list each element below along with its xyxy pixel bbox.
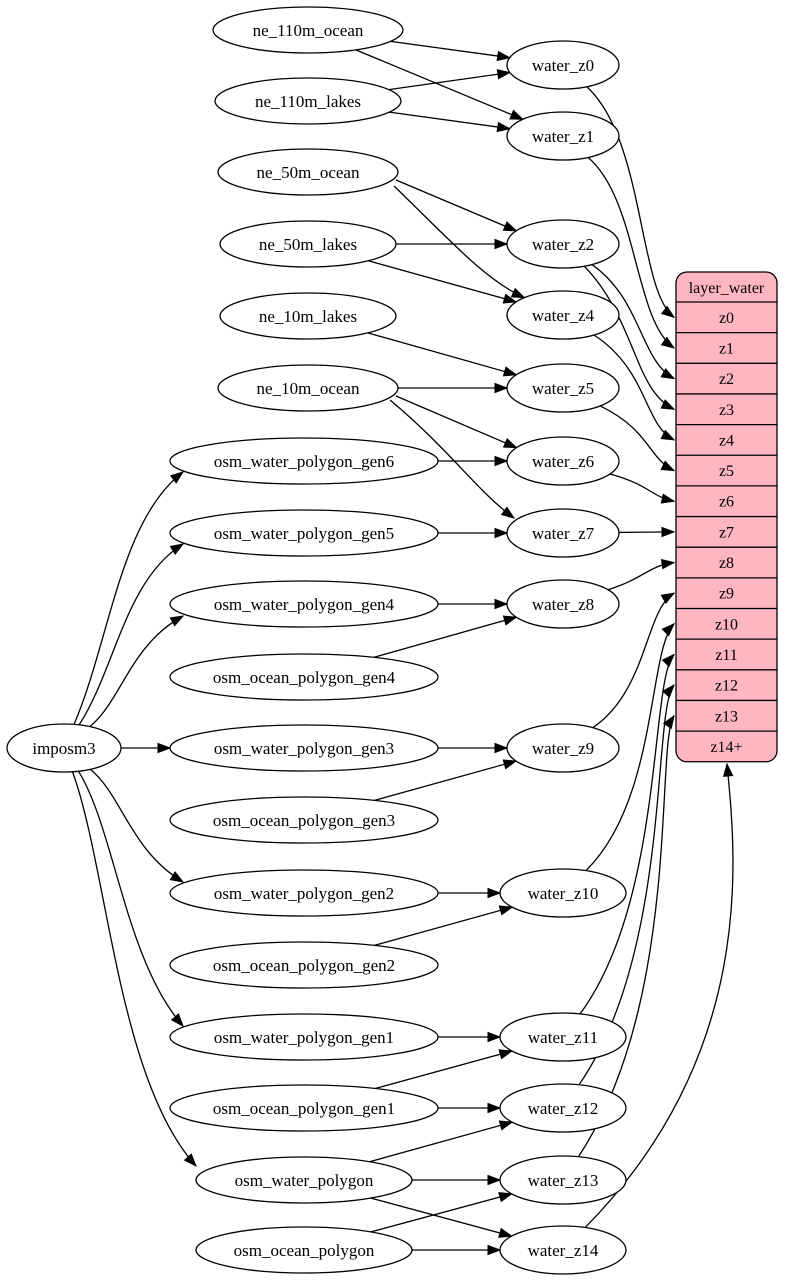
record-row-z6: z6 xyxy=(718,493,735,511)
node-label-osm_water_polygon_gen4: osm_water_polygon_gen4 xyxy=(213,595,395,614)
node-label-water_z11: water_z11 xyxy=(527,1028,599,1047)
node-label-water_z14: water_z14 xyxy=(527,1241,599,1260)
node-imposm3 xyxy=(7,724,121,772)
edge-osm_ocean_polygon_gen1-to-water_z11 xyxy=(375,1051,512,1088)
nodes-layer xyxy=(7,7,626,1274)
node-label-osm_ocean_polygon_gen4: osm_ocean_polygon_gen4 xyxy=(212,668,396,687)
node-label-ne_110m_lakes: ne_110m_lakes xyxy=(254,92,362,111)
node-water_z13 xyxy=(500,1156,626,1204)
node-label-osm_ocean_polygon_gen2: osm_ocean_polygon_gen2 xyxy=(212,956,396,975)
edge-ne_50m_lakes-to-water_z4 xyxy=(368,261,516,302)
record-row-z12: z12 xyxy=(714,677,739,695)
node-osm_water_polygon_gen4 xyxy=(170,581,438,627)
edge-osm_ocean_polygon_gen3-to-water_z9 xyxy=(374,761,516,800)
node-label-water_z0: water_z0 xyxy=(531,56,595,75)
node-water_z9 xyxy=(507,724,619,772)
node-water_z11 xyxy=(500,1013,626,1061)
node-label-water_z10: water_z10 xyxy=(527,884,599,903)
node-label-water_z6: water_z6 xyxy=(531,452,595,471)
node-label-osm_water_polygon_gen6: osm_water_polygon_gen6 xyxy=(213,452,395,471)
record-title: layer_water xyxy=(688,280,765,297)
node-label-water_z4: water_z4 xyxy=(531,306,595,325)
node-label-ne_10m_lakes: ne_10m_lakes xyxy=(258,307,358,326)
node-water_z2 xyxy=(507,220,619,268)
node-label-osm_water_polygon: osm_water_polygon xyxy=(234,1171,374,1190)
record-row-z1: z1 xyxy=(718,340,735,358)
node-water_z6 xyxy=(507,437,619,485)
record-row-z7: z7 xyxy=(718,524,735,542)
node-label-ne_50m_ocean: ne_50m_ocean xyxy=(256,163,360,182)
edge-osm_water_polygon-to-water_z12 xyxy=(370,1122,512,1162)
node-osm_water_polygon xyxy=(196,1157,412,1203)
edge-osm_ocean_polygon-to-water_z13 xyxy=(371,1194,512,1232)
node-label-ne_110m_ocean: ne_110m_ocean xyxy=(252,21,364,40)
record-row-z4: z4 xyxy=(718,432,735,450)
node-label-water_z12: water_z12 xyxy=(527,1099,599,1118)
node-label-ne_50m_lakes: ne_50m_lakes xyxy=(258,235,358,254)
edge-water_z6-to-z6 xyxy=(610,474,674,501)
node-ne_10m_ocean xyxy=(218,365,398,411)
record-row-z2: z2 xyxy=(718,371,735,389)
edge-ne_110m_ocean-to-water_z0 xyxy=(391,41,510,57)
edge-ne_50m_ocean-to-water_z4 xyxy=(394,186,524,298)
record-row-z10: z10 xyxy=(714,616,739,634)
edge-water_z11-to-z11 xyxy=(580,654,674,1013)
record-row-z8: z8 xyxy=(718,555,735,573)
node-label-water_z2: water_z2 xyxy=(531,235,595,254)
node-water_z12 xyxy=(500,1084,626,1132)
node-label-osm_ocean_polygon_gen3: osm_ocean_polygon_gen3 xyxy=(212,811,396,830)
node-osm_ocean_polygon_gen3 xyxy=(170,797,438,843)
edge-imposm3-to-osm_water_polygon_gen5 xyxy=(79,544,183,725)
node-label-osm_water_polygon_gen1: osm_water_polygon_gen1 xyxy=(213,1028,395,1047)
node-osm_ocean_polygon xyxy=(196,1227,412,1273)
node-label-water_z8: water_z8 xyxy=(531,595,595,614)
node-osm_water_polygon_gen2 xyxy=(170,870,438,916)
node-ne_110m_lakes xyxy=(215,78,401,124)
node-ne_10m_lakes xyxy=(220,293,396,339)
node-label-osm_ocean_polygon: osm_ocean_polygon xyxy=(233,1241,375,1260)
edge-ne_10m_lakes-to-water_z5 xyxy=(368,333,516,375)
edge-imposm3-to-osm_water_polygon_gen2 xyxy=(90,769,183,882)
node-label-osm_ocean_polygon_gen1: osm_ocean_polygon_gen1 xyxy=(212,1099,396,1118)
node-osm_water_polygon_gen1 xyxy=(170,1014,438,1060)
node-water_z0 xyxy=(507,41,619,89)
node-osm_water_polygon_gen6 xyxy=(170,438,438,484)
edge-osm_water_polygon-to-water_z14 xyxy=(371,1198,512,1236)
edge-water_z14-to-z14+ xyxy=(585,764,733,1228)
node-osm_ocean_polygon_gen4 xyxy=(170,654,438,700)
edge-imposm3-to-osm_water_polygon_gen6 xyxy=(74,472,183,724)
node-label-water_z13: water_z13 xyxy=(527,1171,599,1190)
node-label-water_z7: water_z7 xyxy=(531,524,595,543)
node-water_z4 xyxy=(507,291,619,339)
node-water_z14 xyxy=(500,1226,626,1274)
record-row-z9: z9 xyxy=(718,585,735,603)
record-row-z5: z5 xyxy=(718,463,735,481)
node-water_z7 xyxy=(507,509,619,557)
edge-osm_ocean_polygon_gen2-to-water_z10 xyxy=(374,907,512,945)
edge-imposm3-to-osm_water_polygon_gen1 xyxy=(78,771,183,1026)
node-osm_ocean_polygon_gen1 xyxy=(170,1085,438,1131)
node-label-imposm3: imposm3 xyxy=(32,739,96,758)
node-water_z1 xyxy=(507,112,619,160)
node-label-osm_water_polygon_gen3: osm_water_polygon_gen3 xyxy=(213,739,395,758)
node-water_z10 xyxy=(500,869,626,917)
record-row-z3: z3 xyxy=(718,401,735,419)
node-label-water_z1: water_z1 xyxy=(531,127,595,146)
node-label-water_z9: water_z9 xyxy=(531,739,595,758)
node-ne_50m_ocean xyxy=(218,149,398,195)
node-label-osm_water_polygon_gen2: osm_water_polygon_gen2 xyxy=(213,884,395,903)
edge-osm_ocean_polygon_gen4-to-water_z8 xyxy=(374,617,517,657)
edges-layer xyxy=(73,41,733,1250)
record-layer_water xyxy=(676,272,777,762)
record-row-z0: z0 xyxy=(718,309,735,327)
node-ne_50m_lakes xyxy=(220,221,396,267)
node-label-water_z5: water_z5 xyxy=(531,379,595,398)
node-ne_110m_ocean xyxy=(213,7,403,53)
node-osm_water_polygon_gen3 xyxy=(170,725,438,771)
edge-water_z8-to-z8 xyxy=(608,563,674,590)
node-water_z5 xyxy=(507,364,619,412)
node-label-ne_10m_ocean: ne_10m_ocean xyxy=(256,379,360,398)
record-row-z13: z13 xyxy=(714,708,739,726)
record-row-z14+: z14+ xyxy=(710,738,743,756)
edge-water_z7-to-z7 xyxy=(619,532,674,533)
node-osm_water_polygon_gen5 xyxy=(170,510,438,556)
node-osm_ocean_polygon_gen2 xyxy=(170,942,438,988)
node-label-osm_water_polygon_gen5: osm_water_polygon_gen5 xyxy=(213,524,395,543)
record-row-z11: z11 xyxy=(715,646,738,664)
edge-ne_110m_lakes-to-water_z1 xyxy=(389,112,509,129)
node-water_z8 xyxy=(507,580,619,628)
edge-ne_110m_lakes-to-water_z0 xyxy=(389,73,510,90)
